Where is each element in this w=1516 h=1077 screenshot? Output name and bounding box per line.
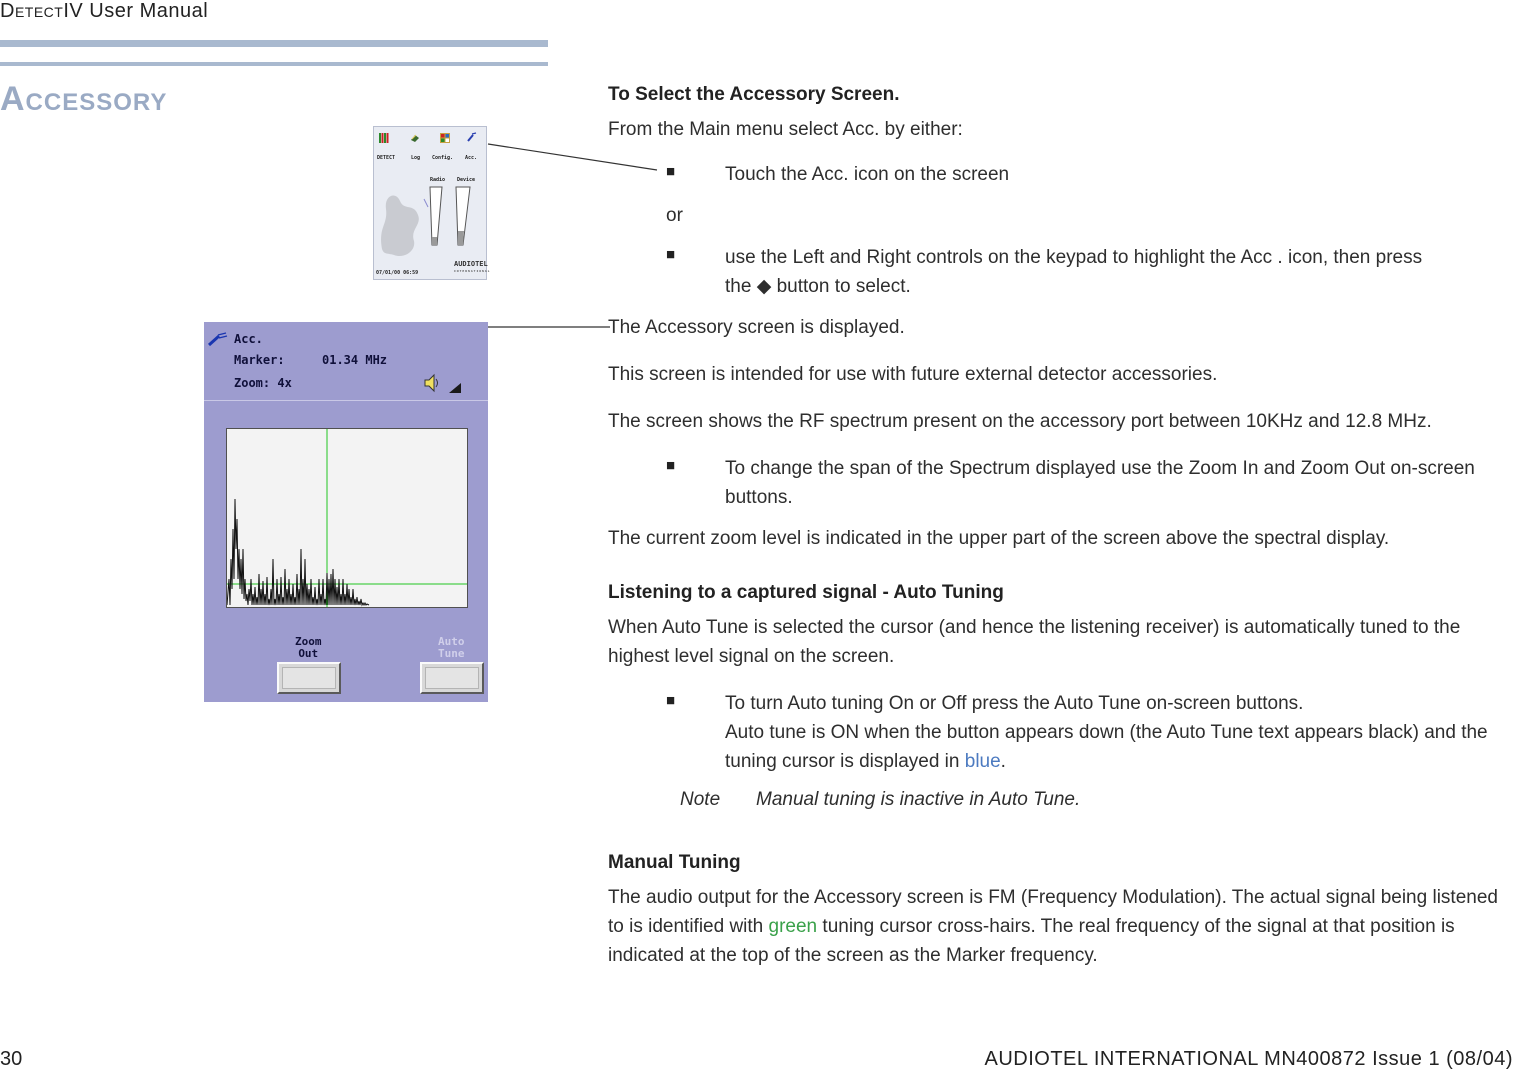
section-title: Accessory	[0, 80, 168, 118]
blue-word: blue	[964, 751, 1001, 772]
acc-marker-value: 01.34 MHz	[322, 353, 388, 367]
para-intended: This screen is intended for use with future external detector accessories.	[608, 364, 1218, 385]
signal-level-icon	[448, 382, 462, 394]
zoom-out-label-line2: Out	[298, 647, 319, 660]
note-text: Manual tuning is inactive in Auto Tune.	[756, 789, 1081, 810]
bullet-keypad-line1: use the Left and Right controls on the keypad to highlight the Acc . icon, then press	[725, 247, 1423, 268]
zoom-out-label-line1: Zoom	[295, 635, 322, 648]
mini-brand-logo: AUDIOTEL	[454, 260, 488, 268]
page-number: 30	[0, 1048, 23, 1070]
note-label: Note	[680, 789, 721, 810]
mini-menu-config: Config.	[432, 155, 454, 161]
auto-tune-label-line1: Auto	[438, 635, 465, 648]
auto-tuning-para: When Auto Tune is selected the cursor (and hence the listening receiver) is automatically tuned to the highest level signal on the screen.	[608, 617, 1461, 667]
bullet-keypad-the: the	[725, 276, 752, 297]
speaker-icon[interactable]	[423, 372, 441, 394]
manual-tuning-para	[608, 883, 1513, 970]
bullet-marker: ■	[666, 692, 676, 709]
acc-zoom-level: Zoom: 4x	[234, 376, 292, 390]
spectrum-trace-svg	[227, 429, 467, 607]
main-menu-screenshot	[373, 126, 491, 280]
acc-header-divider	[204, 400, 488, 401]
acc-icon	[467, 132, 477, 142]
detect-icon	[379, 133, 389, 143]
select-intro: From the Main menu select Acc. by either:	[608, 119, 963, 140]
bullet-marker: ■	[666, 457, 676, 474]
auto-tune-label-line2: Tune	[438, 647, 465, 660]
log-icon	[410, 133, 420, 143]
auto-bullet-line1: To turn Auto tuning On or Off press the Auto Tune on-screen buttons.	[725, 693, 1304, 714]
period: .	[1000, 751, 1006, 772]
manual-para-a: The audio output for the Accessory screen is FM (Frequency Modulation). The actual signal being listened to is identified with	[608, 887, 1498, 937]
select-heading: To Select the Accessory Screen.	[608, 84, 900, 105]
acc-screen-title: Acc.	[234, 332, 263, 346]
para-spectrum: The screen shows the RF spectrum present on the accessory port between 10KHz and 12.8 MHz.	[608, 411, 1432, 432]
mini-menu-detect: DETECT	[377, 155, 396, 161]
bullet-marker: ■	[666, 163, 676, 180]
diamond-icon: ◆	[756, 276, 772, 297]
acc-marker-label: Marker:	[234, 353, 285, 367]
header-product: Detect	[0, 0, 64, 22]
para-zoom: The current zoom level is indicated in the upper part of the screen above the spectral display.	[608, 528, 1390, 549]
bullet-touch-icon: Touch the Acc. icon on the screen	[725, 164, 1010, 185]
header-rest: IV User Manual	[63, 0, 209, 22]
mini-map-silhouette	[381, 195, 419, 256]
spectrum-plot[interactable]	[226, 428, 468, 608]
mini-menu-acc: Acc.	[465, 155, 478, 161]
auto-tune-button[interactable]	[420, 662, 484, 694]
footer-publisher: AUDIOTEL INTERNATIONAL MN400872 Issue 1 (08/04)	[984, 1048, 1513, 1070]
mini-meter-radio-label: Radio	[430, 177, 446, 183]
auto-bullet-line2: Auto tune is ON when the button appears down (the Auto Tune text appears black) and the tuning cursor is displayed in	[725, 722, 1488, 772]
or-text: or	[666, 205, 683, 226]
callout-line-acc-icon	[488, 144, 657, 170]
bullet-keypad-line2: button to select.	[776, 276, 911, 297]
bullet-marker: ■	[666, 246, 676, 263]
auto-tuning-heading: Listening to a captured signal - Auto Tuning	[608, 582, 1004, 603]
config-icon	[440, 133, 450, 143]
mini-map-and-meters	[374, 167, 486, 267]
manual-tuning-heading: Manual Tuning	[608, 852, 741, 873]
bullet-span: To change the span of the Spectrum displayed use the Zoom In and Zoom Out on-screen buttons.	[725, 458, 1475, 508]
bullet-auto-tune	[725, 689, 1510, 776]
manual-para-b: tuning cursor cross-hairs. The real frequency of the signal at that position is indicated at the top of the screen as the Marker frequency.	[608, 916, 1455, 966]
bullet-keypad	[725, 243, 1510, 301]
mini-menu-log: Log	[411, 155, 421, 161]
para-displayed: The Accessory screen is displayed.	[608, 317, 905, 338]
mini-meter-device-label: Device	[457, 177, 476, 183]
auto-tune-label	[438, 636, 465, 660]
mini-brand-sub: INTERNATIONAL	[454, 269, 491, 273]
mini-status-time: 07/01/00 06:59	[376, 270, 419, 276]
green-word: green	[768, 916, 818, 937]
zoom-out-button[interactable]	[277, 662, 341, 694]
accessory-screen-screenshot	[204, 322, 488, 702]
zoom-out-label	[295, 636, 322, 660]
acc-plug-icon	[207, 331, 229, 347]
mini-meter-radio	[430, 187, 442, 245]
